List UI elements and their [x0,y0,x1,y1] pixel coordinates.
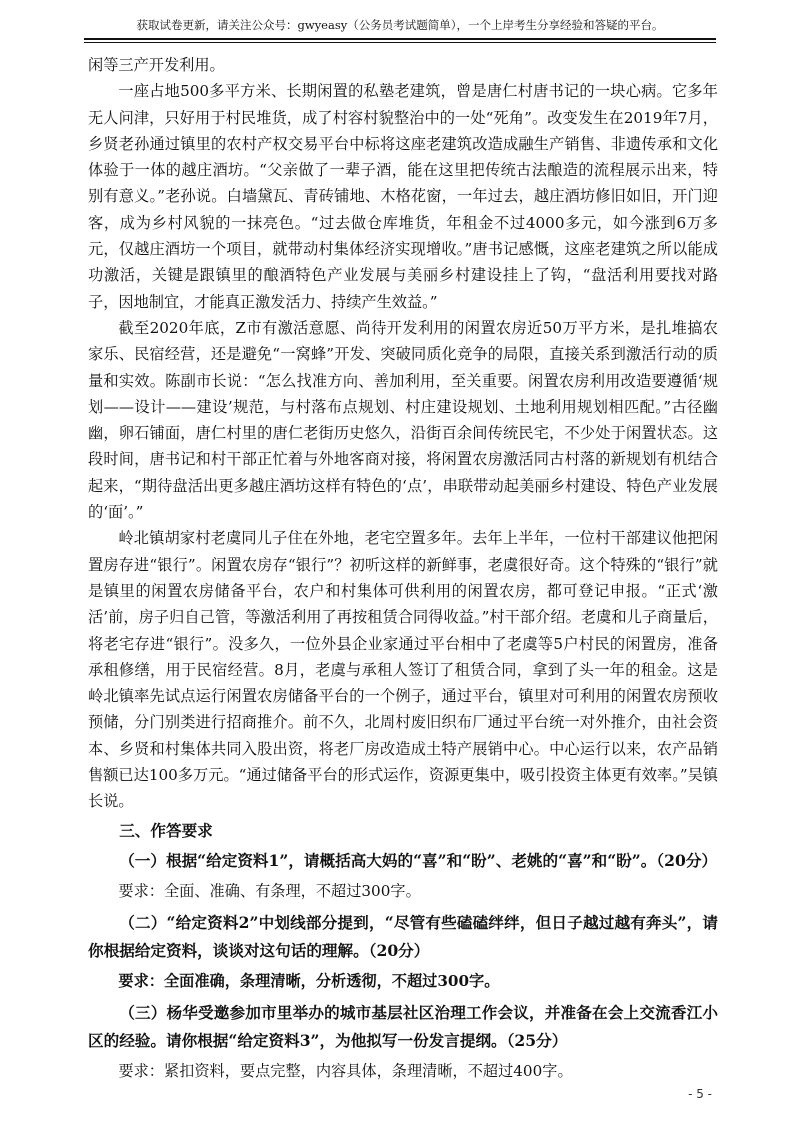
material-paragraph: 截至2020年底，Z市有激活意愿、尚待开发利用的闲置农房近50万平方米，是扎堆搞农家乐、民宿经营，还是避免“一窝蜂”开发、突破同质化竞争的局限，直接关系到激活行动的质量和实效。陈副市长说：“怎么找准方向、善加利用，至关重要。闲置农房利用改造要遵循‘规划——设计——建设’规范，与村落布点规划、村庄建设规划、土地利用规划相匹配。”古径幽幽，卵石铺面，唐仁村里的唐仁老街历史悠久，沿街百余间传统民宅，不少处于闲置状态。这段时间，唐书记和村干部正忙着与外地客商对接，将闲置农房激活同古村落的新规划有机结合起来，“期待盘活出更多越庄酒坊这样有特色的‘点’，串联带动起美丽乡村建设、特色产业发展的‘面’。” [88,318,718,522]
document-body [88,52,718,1090]
question-1-requirement: 要求：全面、准确、有条理，不超过300字。 [118,881,421,900]
question-2-title: （二）“给定资料2”中划线部分提到，“尽管有些磕磕绊绊，但日子越过越有奔头”，请你根据给定资料，谈谈对这句话的理解。（20分） [88,912,718,960]
question-3-requirement: 要求：紧扣资料，要点完整，内容具体，条理清晰，不超过400字。 [118,1062,573,1081]
section-title: 三、作答要求 [119,820,213,840]
material-paragraph: 岭北镇胡家村老虞同儿子住在外地，老宅空置多年。去年上半年，一位村干部建议他把闲置房存进“银行”。闲置农房存“银行”？初听这样的新鲜事，老虞很好奇。这个特殊的“银行”就是镇里的闲置农房储备平台，农户和村集体可供利用的闲置农房，都可登记申报。“正式‘激活’前，房子归自己管，等激活利用了再按租赁合同得收益。”村干部介绍。老虞和儿子商量后，将老宅存进“银行”。没多久，一位外县企业家通过平台相中了老虞等5户村民的闲置房，准备承租修缮，用于民宿经营。8月，老虞与承租人签订了租赁合同，拿到了头一年的租金。这是岭北镇率先试点运行闲置农房储备平台的一个例子，通过平台，镇里对可利用的闲置农房预收预储，分门别类进行招商推介。前不久，北周村废旧织布厂通过平台统一对外推介，由社会资本、乡贤和村集体共同入股出资，将老厂房改造成土特产展销中心。中心运行以来，农产品销售额已达100多万元。“通过储备平台的形式运作，资源更集中，吸引投资主体更有效率。”吴镇长说。 [88,529,718,811]
material-paragraph: 一座占地500多平方米、长期闲置的私塾老建筑，曾是唐仁村唐书记的一块心病。它多年无人问津，只好用于村民堆货，成了村容村貌整治中的一处“死角”。改变发生在2019年7月，乡贤老孙通过镇里的农村产权交易平台中标将这座老建筑改造成融生产销售、非遗传承和文化体验于一体的越庄酒坊。“父亲做了一辈子酒，能在这里把传统古法酿造的流程展示出来，特别有意义。”老孙说。白墙黛瓦、青砖铺地、木格花窗，一年过去，越庄酒坊修旧如旧，开门迎客，成为乡村风貌的一抹亮色。“过去做仓库堆货，年租金不过4000多元，如今涨到6万多元，仅越庄酒坊一个项目，就带动村集体经济实现增收。”唐书记感慨，这座老建筑之所以能成功激活，关键是跟镇里的酿酒特色产业发展与美丽乡村建设挂上了钩，“盘活利用要找对路子，因地制宜，才能真正激发活力、持续产生效益。” [88,82,718,311]
header-rule-thick [84,38,716,40]
material-paragraph: 闲等三产开发利用。 [88,56,225,74]
question-2-requirement: 要求：全面准确，条理清晰，分析透彻，不超过300字。 [118,971,500,990]
page-number: - 5 - [688,1087,712,1101]
page-header: 获取试卷更新，请关注公众号：gwyeasy（公务员考试题简单），一个上岸考生分享经验和答疑的平台。 [136,18,664,32]
header-rule-thin [84,42,716,43]
question-3-title: （三）杨华受邀参加市里举办的城市基层社区治理工作会议，并准备在会上交流香江小区的经验。请你根据“给定资料3”，为他拟写一份发言提纲。（25分） [88,1003,718,1051]
question-1-title: （一）根据“给定资料1”，请概括高大妈的“喜”和“盼”、老姚的“喜”和“盼”。（20分） [119,850,718,870]
